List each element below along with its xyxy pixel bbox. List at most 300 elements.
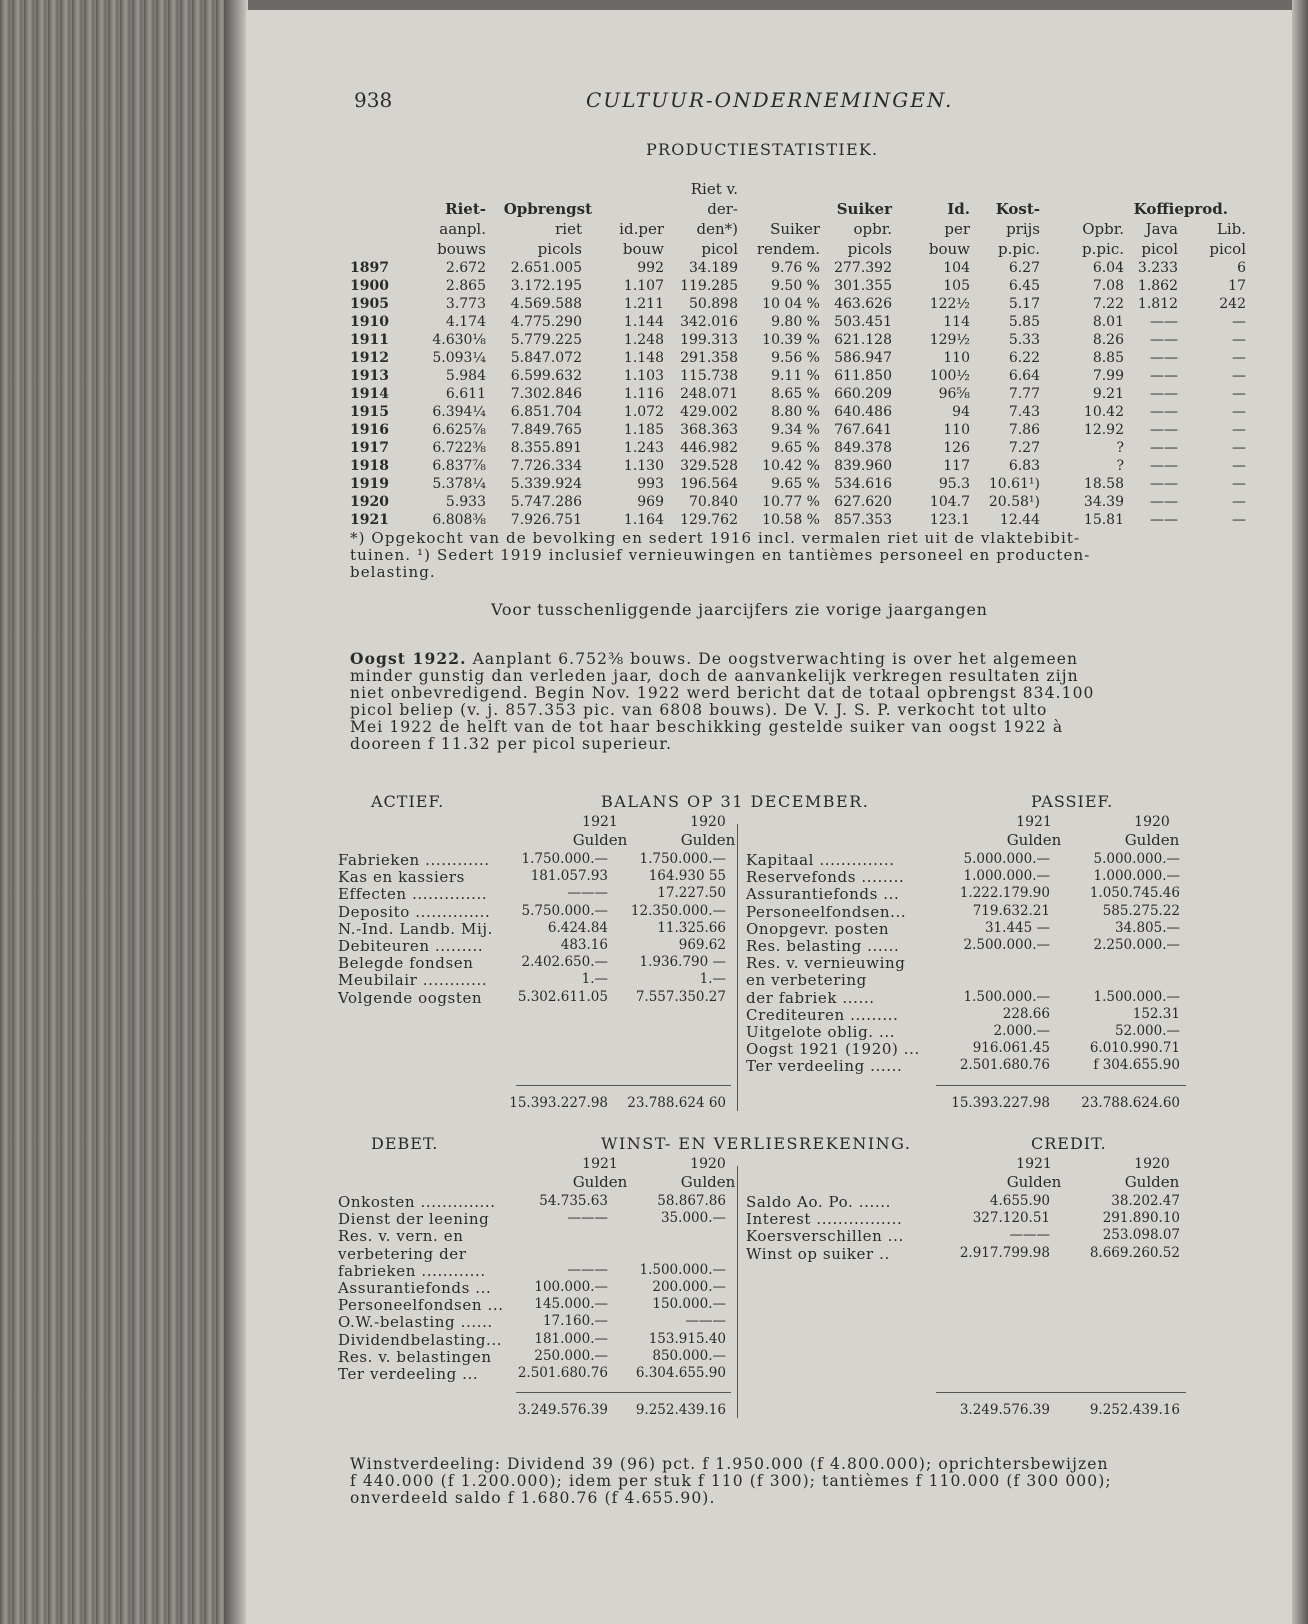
table-cell: 20.58¹)	[988, 494, 1040, 510]
table-cell: 6	[1237, 260, 1246, 276]
table-cell: 5.933	[445, 494, 486, 510]
table-cell: 5.984	[445, 368, 486, 384]
table-cell: 96⅝	[938, 386, 970, 402]
column-header-cell: der-	[707, 200, 738, 218]
table-cell: 463.626	[834, 296, 892, 312]
table-cell: 9.50 %	[771, 278, 820, 294]
column-header-cell: opbr.	[853, 220, 892, 238]
table-cell: 503.451	[834, 314, 892, 330]
table-cell: 6.45	[1008, 278, 1040, 294]
balance-right-label-cell: der fabriek ......	[746, 988, 875, 1007]
column-header-cell: Suiker	[836, 200, 892, 218]
table-cell: 4.174	[445, 314, 486, 330]
pl-right-label-cell: Interest ................	[746, 1210, 903, 1229]
right-page-shadow	[1292, 0, 1308, 1624]
table-cell: 839.960	[834, 458, 892, 474]
balance-left-value-a: 181.057.93	[530, 868, 608, 885]
table-cell: 969	[637, 494, 664, 510]
balance-left-label-cell: Effecten ..............	[338, 885, 488, 904]
table-cell: 8.26	[1092, 332, 1124, 348]
balance-right-value-b: 2.250.000.—	[1093, 937, 1180, 953]
table-cell: 5.378¼	[432, 476, 486, 492]
table-cell: 627.620	[834, 494, 892, 510]
balance-left-label-cell: Debiteuren .........	[338, 937, 484, 955]
balance-right-value-b: f 304.655.90	[1093, 1057, 1180, 1074]
column-header-cell: bouws	[437, 240, 486, 258]
table-cell: 992	[637, 260, 664, 276]
balance-unit-header: Gulden	[680, 831, 736, 849]
balance-right-label-cell: en verbetering	[746, 971, 867, 990]
table-cell: 6.04	[1092, 260, 1124, 276]
table-cell: 105	[943, 278, 970, 294]
table-cell: 277.392	[834, 260, 892, 276]
pl-left-value-a: 100.000.—	[534, 1279, 608, 1295]
pl-unit-header: Gulden	[572, 1173, 628, 1191]
table-cell: ——	[1150, 422, 1178, 438]
page-number: 938	[354, 88, 393, 112]
pl-year-header: 1921	[582, 1156, 618, 1172]
pl-total: 9.252.439.16	[635, 1402, 726, 1419]
table-cell: 9.65 %	[771, 440, 820, 456]
table-cell: 3.233	[1137, 260, 1178, 276]
balance-left-value-a: 1.750.000.—	[521, 851, 608, 867]
table-cell: 7.302.846	[510, 386, 582, 402]
table-cell: 857.353	[834, 512, 892, 528]
pl-unit-header: Gulden	[1124, 1173, 1180, 1191]
table-cell: 196.564	[680, 476, 738, 492]
pl-left-value-a: 54.735.63	[539, 1193, 608, 1209]
pl-left-value-b: 35.000.—	[660, 1210, 726, 1227]
balance-right-label-cell: Uitgelote oblig. ...	[746, 1023, 896, 1041]
column-header-cell: picol	[1141, 240, 1178, 258]
table-cell: 10.42	[1083, 404, 1124, 420]
table-cell: 2.651.005	[510, 260, 582, 276]
table-cell: ——	[1150, 458, 1178, 474]
table-cell: 10.42 %	[762, 458, 820, 474]
book-page-edges	[0, 0, 232, 1624]
pl-left-value-a: 250.000.—	[534, 1347, 608, 1364]
table-cell: ——	[1150, 476, 1178, 492]
table-cell: 8.80 %	[771, 404, 820, 420]
column-header-cell: per	[944, 220, 970, 238]
table-cell: ——	[1150, 386, 1178, 402]
balance-total: 23.788.624 60	[627, 1094, 726, 1111]
pl-left-label-cell: verbetering der	[338, 1244, 467, 1263]
table-cell: 199.313	[680, 332, 738, 348]
balance-left-label: ACTIEF.	[371, 792, 445, 811]
pl-left-value-b: 850.000.—	[652, 1347, 726, 1364]
balance-left-value-b: 1.—	[699, 971, 726, 988]
balance-left-label-cell: Kas en kassiers	[338, 868, 465, 887]
balance-left-label-cell: Belegde fondsen	[338, 954, 474, 973]
balance-right-label-cell: Res. v. vernieuwing	[746, 954, 906, 973]
harvest-line: Aanplant 6.752⅜ bouws. De oogstverwachting is over het algemeen	[466, 650, 1079, 668]
pl-left-value-b: 153.915.40	[648, 1330, 726, 1347]
pl-right-value-b: 38.202.47	[1111, 1193, 1180, 1209]
balance-right-value-a: 5.000.000.—	[963, 851, 1050, 867]
balance-right-value-b: 1.000.000.—	[1093, 868, 1180, 885]
table-cell: 7.08	[1092, 278, 1124, 294]
harvest-paragraph	[350, 650, 1095, 753]
pl-right-value-a: 327.120.51	[972, 1210, 1050, 1227]
balance-right-value-a: 1.500.000.—	[963, 988, 1050, 1005]
balance-right-value-a: 719.632.21	[972, 902, 1050, 919]
table-cell: 534.616	[834, 476, 892, 492]
table-cell: 6.599.632	[510, 368, 582, 384]
table-cell: 15.81	[1083, 512, 1124, 528]
table-cell: ——	[1150, 314, 1178, 330]
harvest-line: minder gunstig dan verleden jaar, doch de aanvankelijk verkregen resultaten zijn	[350, 667, 1079, 685]
year-cell: 1916	[350, 422, 389, 438]
balance-left-value-b: 1.750.000.—	[639, 851, 726, 867]
pl-left-label-cell: Res. v. belastingen	[338, 1347, 492, 1366]
table-cell: ——	[1150, 512, 1178, 528]
table-cell: 17	[1228, 278, 1246, 294]
balance-right-value-b: 1.050.745.46	[1089, 885, 1180, 902]
table-cell: ——	[1150, 440, 1178, 456]
table-cell: 5.85	[1008, 314, 1040, 330]
pl-title: WINST- EN VERLIESREKENING.	[601, 1134, 912, 1153]
pl-left-value-b: ———	[685, 1313, 726, 1330]
table-cell: 104	[943, 260, 970, 276]
column-header-cell: prijs	[1006, 220, 1040, 238]
table-cell: 640.486	[834, 404, 892, 420]
pl-total: 3.249.576.39	[959, 1402, 1050, 1419]
pl-right-value-b: 253.098.07	[1102, 1227, 1180, 1244]
distribution-line: onverdeeld saldo f 1.680.76 (f 4.655.90).	[350, 1489, 716, 1507]
table-cell: 6.27	[1008, 260, 1040, 276]
column-header-cell: Kost-	[995, 200, 1040, 218]
column-header-cell: p.pic.	[998, 240, 1040, 258]
harvest-lead: Oogst 1922.	[350, 649, 467, 668]
pl-left-label-cell: Dividendbelasting...	[338, 1330, 503, 1349]
table-cell: 2.865	[445, 278, 486, 294]
table-cell: 5.779.225	[510, 332, 582, 348]
table-cell: —	[1232, 440, 1246, 456]
balance-left-value-b: 969.62	[678, 937, 726, 953]
table-cell: 8.355.891	[510, 440, 582, 456]
balance-left-label-cell: N.-Ind. Landb. Mij.	[338, 919, 494, 938]
balance-right-label-cell: Crediteuren .........	[746, 1005, 899, 1024]
balance-right-label: PASSIEF.	[1031, 792, 1114, 811]
pl-left-value-a: ———	[567, 1210, 608, 1227]
pl-right-value-a: 2.917.799.98	[959, 1244, 1050, 1261]
table-cell: 9.34 %	[771, 422, 820, 438]
table-cell: —	[1232, 314, 1246, 330]
harvest-line: niet onbevredigend. Begin Nov. 1922 werd bericht dat de totaal opbrengst 834.100	[350, 684, 1095, 702]
balance-left-value-b: 17.227.50	[657, 885, 726, 902]
year-cell: 1910	[350, 314, 389, 330]
table-cell: 6.625⅞	[432, 422, 486, 438]
balance-right-label-cell: Res. belasting ......	[746, 937, 900, 955]
table-cell: 10 04 %	[762, 296, 820, 312]
balance-right-value-b: 1.500.000.—	[1093, 988, 1180, 1005]
table-cell: 110	[943, 422, 970, 438]
table-cell: ——	[1150, 350, 1178, 366]
table-cell: —	[1232, 350, 1246, 366]
table-cell: —	[1232, 386, 1246, 402]
column-header-cell: Riet-	[445, 200, 486, 218]
year-cell: 1913	[350, 368, 389, 384]
footnote-line: belasting.	[350, 563, 436, 581]
table-cell: —	[1232, 422, 1246, 438]
table-cell: 1.103	[623, 368, 664, 384]
year-cell: 1918	[350, 458, 389, 474]
column-header-cell: Opbrengst	[503, 200, 592, 218]
pl-year-header: 1920	[1134, 1156, 1170, 1172]
year-cell: 1919	[350, 476, 389, 492]
pl-left-value-a: 2.501.680.76	[517, 1365, 608, 1381]
table-cell: 7.849.765	[510, 422, 582, 438]
table-cell: 126	[943, 440, 970, 456]
table-cell: 849.378	[834, 440, 892, 456]
balance-left-value-b: 164.930 55	[648, 868, 726, 885]
table-cell: 248.071	[680, 386, 738, 402]
book-page	[246, 10, 1292, 1624]
see-previous-years: Voor tusschenliggende jaarcijfers zie vorige jaargangen	[491, 600, 988, 619]
table-cell: ——	[1150, 332, 1178, 348]
pl-year-header: 1920	[690, 1156, 726, 1172]
table-cell: —	[1232, 404, 1246, 420]
table-cell: 6.611	[445, 386, 486, 402]
table-cell: 9.76 %	[771, 260, 820, 276]
table-cell: 5.847.072	[510, 350, 582, 366]
table-cell: ——	[1150, 368, 1178, 384]
pl-left-value-a: 17.160.—	[542, 1313, 608, 1330]
column-header-cell: den*)	[696, 220, 738, 238]
table-cell: 6.837⅞	[432, 458, 486, 474]
balance-right-value-a: 1.000.000.—	[963, 868, 1050, 885]
table-cell: 117	[943, 458, 970, 474]
table-cell: 4.775.290	[510, 314, 582, 330]
table-cell: 621.128	[834, 332, 892, 348]
year-cell: 1915	[350, 404, 389, 420]
column-header-cell: picols	[847, 240, 892, 258]
column-header-cell: aanpl.	[439, 220, 486, 238]
table-cell: 1.164	[623, 512, 664, 528]
table-cell: 94	[952, 404, 970, 420]
book-gutter	[224, 0, 248, 1624]
table-cell: 5.17	[1008, 296, 1040, 312]
table-cell: 5.747.286	[510, 494, 582, 510]
table-cell: 291.358	[680, 350, 738, 366]
balance-left-value-a: 6.424.84	[547, 919, 608, 936]
column-header-cell: Riet v.	[690, 180, 738, 198]
balance-right-label-cell: Personeelfondsen...	[746, 902, 907, 921]
production-title: PRODUCTIESTATISTIEK.	[646, 140, 879, 159]
balance-right-value-a: 2.000.—	[993, 1023, 1050, 1039]
pl-total-rule	[936, 1392, 1186, 1393]
balance-right-value-b: 52.000.—	[1114, 1023, 1180, 1039]
pl-left-value-b: 200.000.—	[652, 1279, 726, 1295]
pl-left-value-b: 58.867.86	[657, 1193, 726, 1209]
balance-right-value-b: 585.275.22	[1102, 902, 1180, 919]
column-header-cell: Java	[1145, 220, 1178, 238]
harvest-line: picol beliep (v. j. 857.353 pic. van 6808 bouws). De V. J. S. P. verkocht tot ulto	[350, 701, 1048, 719]
balance-left-label-cell: Fabrieken ............	[338, 851, 490, 869]
year-cell: 1900	[350, 278, 389, 294]
pl-left-label-cell: O.W.-belasting ......	[338, 1313, 493, 1332]
pl-left-value-b: 6.304.655.90	[635, 1365, 726, 1381]
table-cell: ?	[1116, 440, 1124, 456]
balance-left-value-b: 1.936.790 —	[639, 954, 726, 971]
footnote-line: *) Opgekocht van de bevolking en sedert 1916 incl. vermalen riet uit de vlaktebibit-	[350, 529, 1081, 547]
table-cell: 329.528	[680, 458, 738, 474]
column-header-cell: Suiker	[770, 220, 820, 238]
balance-right-value-a: 1.222.179.90	[959, 885, 1050, 902]
table-cell: 767.641	[834, 422, 892, 438]
table-cell: 993	[637, 476, 664, 492]
column-header-cell: picol	[1209, 240, 1246, 258]
table-cell: 7.27	[1008, 440, 1040, 456]
pl-right-value-a: ———	[1009, 1227, 1050, 1244]
table-cell: 34.189	[689, 260, 738, 276]
balance-right-value-a: 228.66	[1002, 1005, 1050, 1022]
balance-right-value-b: 6.010.990.71	[1089, 1040, 1180, 1057]
pl-left-value-a: ———	[567, 1261, 608, 1278]
pl-left-label-cell: Personeelfondsen ...	[338, 1296, 504, 1315]
balance-left-value-b: 11.325.66	[657, 919, 726, 936]
table-cell: 6.64	[1008, 368, 1040, 384]
table-cell: 122½	[929, 296, 970, 312]
year-cell: 1905	[350, 296, 389, 312]
table-cell: 7.77	[1008, 386, 1040, 402]
table-cell: 5.093¼	[432, 350, 486, 366]
balance-total: 15.393.227.98	[509, 1094, 608, 1111]
balance-left-label-cell: Meubilair ............	[338, 971, 488, 990]
pl-left-label: DEBET.	[371, 1134, 439, 1153]
table-cell: 50.898	[689, 296, 738, 312]
balance-left-value-b: 7.557.350.27	[635, 988, 726, 1005]
balance-title: BALANS OP 31 DECEMBER.	[601, 792, 870, 811]
table-cell: 6.722⅜	[432, 440, 486, 456]
pl-right-label: CREDIT.	[1031, 1134, 1107, 1153]
table-cell: 7.86	[1008, 422, 1040, 438]
table-cell: —	[1232, 368, 1246, 384]
balance-unit-header: Gulden	[1006, 831, 1062, 849]
table-cell: 5.33	[1008, 332, 1040, 348]
balance-unit-header: Gulden	[1124, 831, 1180, 849]
distribution-line: Winstverdeeling: Dividend 39 (96) pct. f 1.950.000 (f 4.800.000); oprichtersbewijzen	[350, 1455, 1109, 1473]
balance-year-header: 1921	[582, 814, 618, 830]
table-cell: 10.77 %	[762, 494, 820, 510]
balance-total: 15.393.227.98	[951, 1094, 1050, 1111]
harvest-line: Mei 1922 de helft van de tot haar beschikking gestelde suiker van oogst 1922 à	[350, 718, 1064, 736]
table-cell: 110	[943, 350, 970, 366]
balance-left-value-a: 5.302.611.05	[517, 988, 608, 1005]
table-cell: 6.83	[1008, 458, 1040, 474]
balance-right-value-b: 152.31	[1132, 1005, 1180, 1022]
balance-unit-header: Gulden	[572, 831, 628, 849]
distribution-line: f 440.000 (f 1.200.000); idem per stuk f 110 (f 300); tantièmes f 110.000 (f 300 000);	[350, 1472, 1112, 1490]
pl-right-label-cell: Saldo Ao. Po. ......	[746, 1193, 891, 1211]
table-cell: 586.947	[834, 350, 892, 366]
year-cell: 1920	[350, 494, 389, 510]
balance-right-label-cell: Oogst 1921 (1920) ...	[746, 1040, 920, 1059]
pl-left-value-a: 145.000.—	[534, 1296, 608, 1313]
table-cell: 70.840	[689, 494, 738, 510]
balance-right-label-cell: Assurantiefonds ...	[746, 885, 900, 904]
table-cell: 7.99	[1092, 368, 1124, 384]
pl-right-label-cell: Winst op suiker ..	[746, 1244, 890, 1263]
balance-left-value-a: ———	[567, 885, 608, 902]
balance-left-value-a: 2.402.650.—	[521, 954, 608, 971]
pl-left-label-cell: Ter verdeeling ...	[338, 1365, 479, 1383]
profit-distribution	[350, 1456, 1112, 1507]
table-cell: 7.726.334	[510, 458, 582, 474]
table-cell: 8.65 %	[771, 386, 820, 402]
year-cell: 1897	[350, 260, 389, 276]
balance-year-header: 1921	[1016, 814, 1052, 830]
table-cell: —	[1232, 332, 1246, 348]
balance-total-rule	[936, 1085, 1186, 1086]
table-cell: 123.1	[929, 512, 970, 528]
table-cell: ?	[1116, 458, 1124, 474]
table-cell: 7.43	[1008, 404, 1040, 420]
table-cell: 2.672	[445, 260, 486, 276]
table-cell: 8.85	[1092, 350, 1124, 366]
balance-right-value-a: 916.061.45	[972, 1040, 1050, 1057]
table-cell: 10.58 %	[762, 512, 820, 528]
column-header-cell: bouw	[928, 240, 970, 258]
table-cell: 6.851.704	[510, 404, 582, 420]
column-header-cell: Opbr.	[1082, 220, 1124, 238]
table-cell: 4.630⅛	[432, 332, 486, 348]
pl-right-value-b: 8.669.260.52	[1089, 1244, 1180, 1261]
table-cell: 1.130	[623, 458, 664, 474]
pl-total: 9.252.439.16	[1089, 1402, 1180, 1419]
table-cell: ——	[1150, 404, 1178, 420]
balance-year-header: 1920	[690, 814, 726, 830]
table-cell: 1.116	[623, 386, 664, 402]
table-cell: 1.144	[623, 314, 664, 330]
table-cell: 6.22	[1008, 350, 1040, 366]
table-cell: 7.22	[1092, 296, 1124, 312]
table-cell: 611.850	[834, 368, 892, 384]
table-cell: 1.148	[623, 350, 664, 366]
pl-right-value-b: 291.890.10	[1102, 1210, 1180, 1227]
table-cell: 4.569.588	[510, 296, 582, 312]
year-cell: 1917	[350, 440, 389, 456]
column-header-cell: picol	[701, 240, 738, 258]
running-title: CULTUUR-ONDERNEMINGEN.	[586, 88, 954, 112]
pl-right-label-cell: Koersverschillen ...	[746, 1227, 904, 1246]
table-cell: 114	[943, 314, 970, 330]
pl-left-label-cell: Res. v. vern. en	[338, 1227, 464, 1246]
table-cell: 429.002	[680, 404, 738, 420]
harvest-line: dooreen f 11.32 per picol superieur.	[350, 735, 673, 753]
table-cell: 1.243	[623, 440, 664, 456]
pl-unit-header: Gulden	[680, 1173, 736, 1191]
table-cell: 660.209	[834, 386, 892, 402]
table-cell: 9.56 %	[771, 350, 820, 366]
table-cell: 5.339.924	[510, 476, 582, 492]
column-header-cell: rendem.	[756, 240, 820, 258]
balance-divider	[737, 824, 738, 1111]
balance-left-value-a: 5.750.000.—	[521, 902, 608, 919]
balance-left-label-cell: Deposito ..............	[338, 902, 491, 921]
year-cell: 1911	[350, 332, 389, 348]
table-cell: 6.808⅜	[432, 512, 486, 528]
table-cell: 129½	[929, 332, 970, 348]
table-cell: 9.65 %	[771, 476, 820, 492]
column-header-cell: Lib.	[1216, 220, 1246, 238]
table-cell: 119.285	[680, 278, 738, 294]
year-cell: 1914	[350, 386, 389, 402]
column-header-cell: bouw	[622, 240, 664, 258]
table-cell: 1.185	[623, 422, 664, 438]
table-cell: 242	[1219, 296, 1246, 312]
